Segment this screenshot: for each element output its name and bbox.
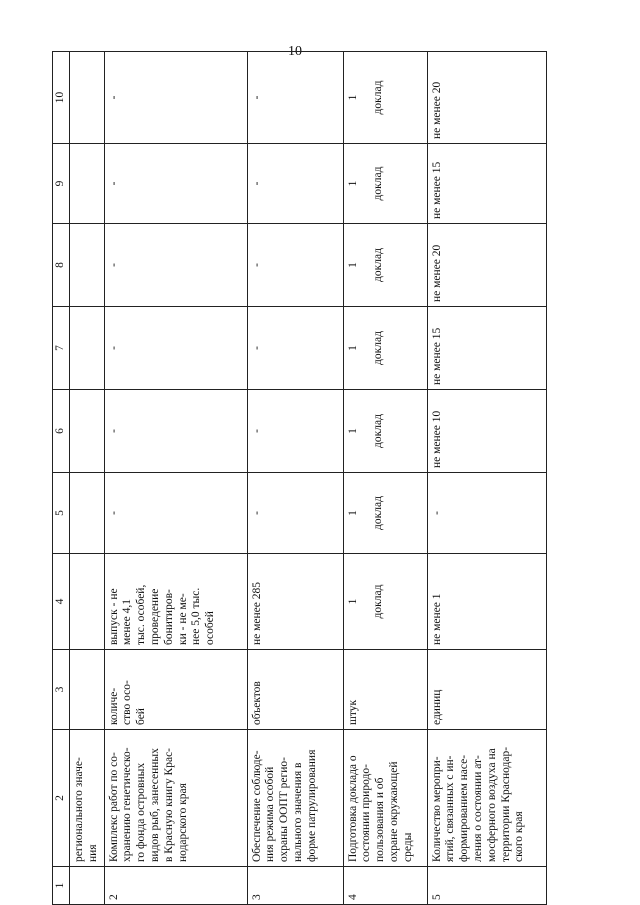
table-cell-year [343,52,427,144]
header-cell-1: 1 [53,867,70,905]
report-count: 1 [346,345,359,351]
table-cell-name: регионального значе- ния [70,730,105,867]
header-row [53,52,70,905]
table-cell-target: не менее 285 [247,554,343,650]
report-count: 1 [346,598,359,605]
table-cell [70,144,105,224]
table-cell-unit: штук [343,650,427,730]
report-word: доклад [372,248,385,282]
header-cell-10: 10 [53,52,70,144]
table-cell-name: Количество меропри- ятий, связанных с ин- формированием насе- ления о состоянии ат- мосферного воздуха на территории Краснодар- ского края [427,730,546,867]
data-table [52,51,547,905]
header-cell-7: 7 [53,307,70,390]
report-count: 1 [346,180,359,187]
table-cell-unit: количе- ство осо- бей [104,650,247,730]
report-word: доклад [372,414,385,448]
table-cell-year: - [247,224,343,307]
table-cell-year [343,390,427,473]
table-cell-year: - [247,144,343,224]
table-cell-name: Обеспечение соблюде- ния режима особой охраны ООПТ регио- нального значения в форме патрулирования [247,730,343,867]
header-cell-2: 2 [53,730,70,867]
table-cell-year [343,224,427,307]
report-count: 1 [346,94,359,101]
table-cell-year: - [104,390,247,473]
table-cell-name: Комплекс работ по со- хранению генетическо- го фонда островных видов рыб, занесенных в Красную книгу Крас- нодарского края [104,730,247,867]
table-cell-year: - [104,52,247,144]
table-cell-year [343,473,427,554]
report-word: доклад [372,584,385,619]
table-cell-num: 2 [104,867,247,905]
table-cell-year: не менее 20 [427,224,546,307]
table-cell [70,307,105,390]
table-row [343,52,427,905]
table-cell-year: - [247,307,343,390]
table-cell-unit: объектов [247,650,343,730]
table-cell [70,390,105,473]
table-cell-year [343,144,427,224]
header-cell-9: 9 [53,144,70,224]
header-cell-6: 6 [53,390,70,473]
table-cell-target [343,554,427,650]
table-row-continuation [70,52,105,905]
table-cell-name: Подготовка доклада о состоянии природо- пользования и об охране окружающей среды [343,730,427,867]
report-count: 1 [346,510,359,516]
table-cell-num: 4 [343,867,427,905]
table-cell-year: не менее 20 [427,52,546,144]
table-cell-year: - [104,473,247,554]
table-cell [70,650,105,730]
table-cell [70,867,105,905]
table-cell-year: - [104,307,247,390]
table-cell-year: - [427,473,546,554]
table-cell-target: не менее 1 [427,554,546,650]
header-cell-5: 5 [53,473,70,554]
header-cell-8: 8 [53,224,70,307]
report-word: доклад [372,331,385,365]
table-cell-num: 5 [427,867,546,905]
table-row [247,52,343,905]
table-cell-year: - [247,390,343,473]
table-cell [70,224,105,307]
report-count: 1 [346,262,359,268]
table-cell-year: не менее 10 [427,390,546,473]
report-count: 1 [346,428,359,434]
report-word: доклад [372,80,385,115]
table-cell [70,554,105,650]
table-cell-year: - [104,224,247,307]
table-cell-num: 3 [247,867,343,905]
report-word: доклад [372,496,385,530]
header-cell-4: 4 [53,554,70,650]
table-cell-year: - [104,144,247,224]
table-cell [70,473,105,554]
table-cell-year: - [247,473,343,554]
report-word: доклад [372,166,385,201]
table-row [104,52,247,905]
table-cell-target: выпуск - не менее 4,1 тыс. особей, проведение бонитиров- ки - не ме- нее 5,0 тыс. особей [104,554,247,650]
table-row [427,52,546,905]
table-cell-unit: единиц [427,650,546,730]
table-cell-year: не менее 15 [427,307,546,390]
table-cell-year: не менее 15 [427,144,546,224]
page-number: 10 [288,44,302,59]
table-cell-year [343,307,427,390]
table-cell-year: - [247,52,343,144]
header-cell-3: 3 [53,650,70,730]
table-cell [70,52,105,144]
